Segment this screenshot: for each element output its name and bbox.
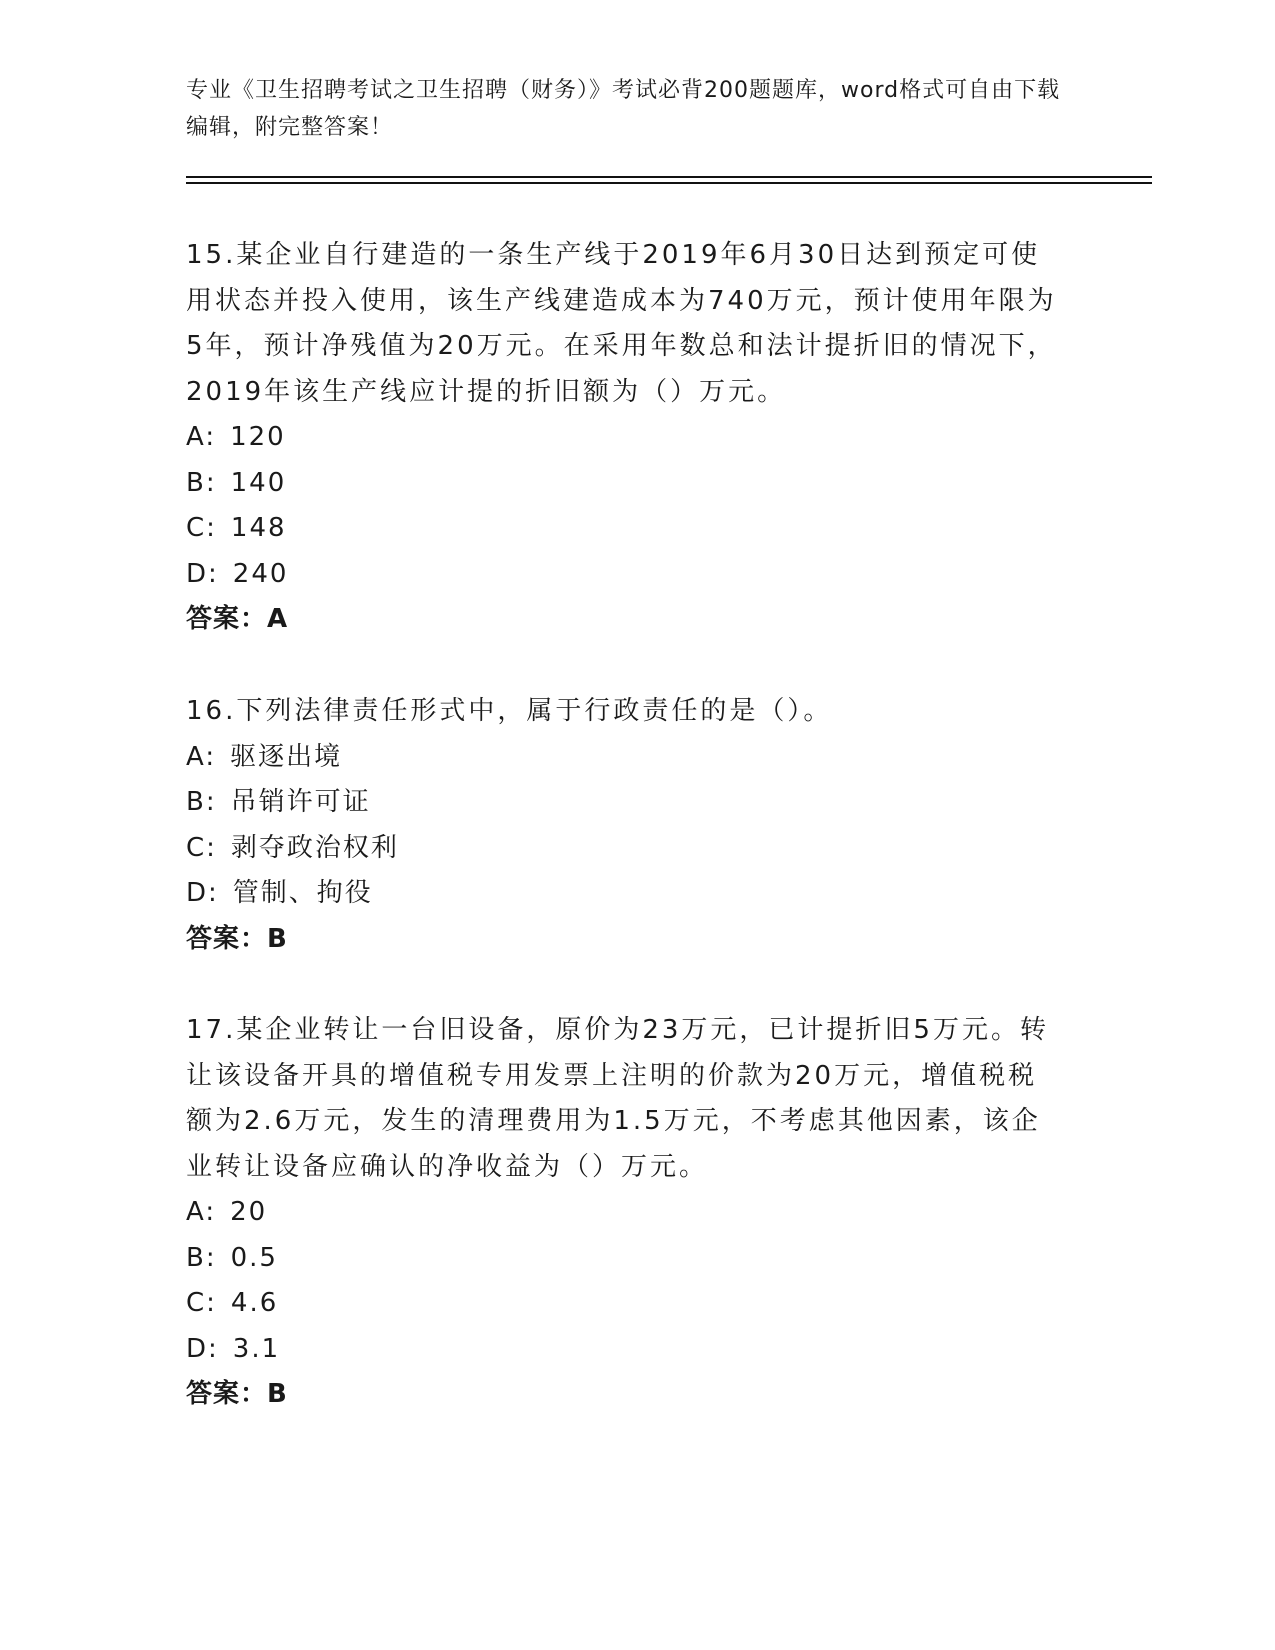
option-d <box>186 1327 1066 1373</box>
option-value: 140 <box>230 467 287 498</box>
answer-line: 答案：A <box>186 604 289 634</box>
option-key: A: <box>186 422 217 452</box>
option-key: B: <box>186 1242 217 1273</box>
option-a <box>186 415 1066 461</box>
option-value: 管制、拘役 <box>232 878 373 908</box>
option-value: 驱逐出境 <box>230 741 343 772</box>
question-text: 16.下列法律责任形式中，属于行政责任的是（）。 <box>186 696 833 726</box>
question-16 <box>186 689 1066 962</box>
option-d <box>186 871 1066 917</box>
option-c <box>186 506 1066 552</box>
option-key: D: <box>186 1333 219 1364</box>
question-text: 17.某企业转让一台旧设备，原价为23万元，已计提折旧5万元。转让该设备开具的增值税专用发票上注明的价款为20万元，增值税税额为2.6万元，发生的清理费用为1.5万元，不考虑其他因素，该企业转让设备应确认的净收益为（）万元。 <box>186 1015 1049 1182</box>
question-17 <box>186 1008 1066 1418</box>
header-divider-bottom <box>186 182 1152 184</box>
option-b <box>186 780 1066 826</box>
question-15 <box>186 233 1066 643</box>
option-b <box>186 461 1066 507</box>
option-b <box>186 1236 1066 1282</box>
option-value: 4.6 <box>230 1288 279 1318</box>
option-value: 148 <box>230 513 287 543</box>
option-d <box>186 552 1066 598</box>
option-value: 吊销许可证 <box>230 787 371 817</box>
answer-line: 答案：B <box>186 1379 288 1409</box>
option-a <box>186 1190 1066 1236</box>
option-c <box>186 826 1066 872</box>
option-value: 3.1 <box>232 1333 281 1364</box>
option-key: C: <box>186 1288 217 1318</box>
option-key: D: <box>186 558 219 589</box>
question-text: 15.某企业自行建造的一条生产线于2019年6月30日达到预定可使用状态并投入使用，该生产线建造成本为740万元，预计使用年限为5年，预计净残值为20万元。在采用年数总和法计提折旧的情况下，2019年该生产线应计提的折旧额为（）万元。 <box>186 240 1057 407</box>
option-key: C: <box>186 832 217 863</box>
option-key: A: <box>186 741 217 772</box>
option-c <box>186 1281 1066 1327</box>
option-value: 0.5 <box>230 1242 278 1273</box>
option-key: A: <box>186 1197 217 1227</box>
answer-line: 答案：B <box>186 923 288 954</box>
option-key: C: <box>186 513 217 543</box>
option-a <box>186 735 1066 781</box>
document-header: 专业《卫生招聘考试之卫生招聘（财务）》考试必背200题题库，word格式可自由下载编辑，附完整答案！ <box>186 78 1061 140</box>
option-value: 剥夺政治权利 <box>230 832 399 863</box>
header-divider-top <box>186 176 1152 178</box>
option-key: B: <box>186 467 217 498</box>
option-key: B: <box>186 787 217 817</box>
option-key: D: <box>186 878 219 908</box>
option-value: 240 <box>232 558 289 589</box>
option-value: 120 <box>230 422 286 452</box>
option-value: 20 <box>230 1197 268 1227</box>
